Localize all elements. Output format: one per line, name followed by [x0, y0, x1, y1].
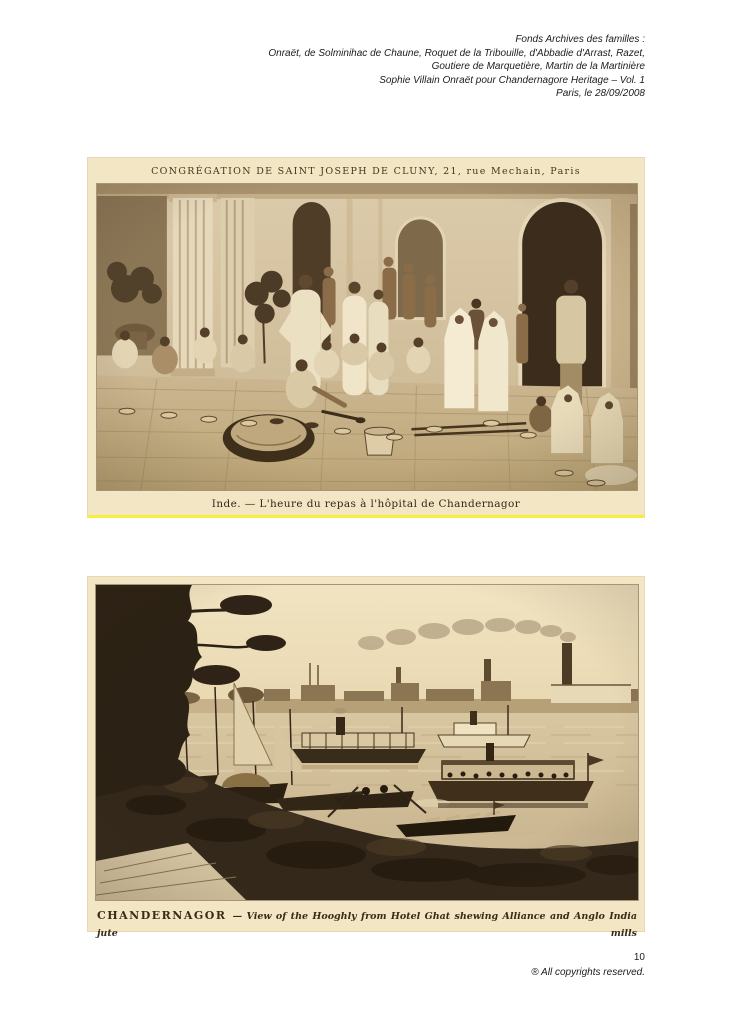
postcard-hooghly-caption	[97, 907, 637, 941]
archive-header-line: Fonds Archives des familles :	[515, 34, 645, 45]
archive-header	[268, 33, 645, 101]
archive-header-line: Goutiere de Marquetière, Martin de la Martinière	[431, 61, 645, 73]
postcard-hopital-title: CONGRÉGATION DE SAINT JOSEPH DE CLUNY, 21, rue Mechain, Paris	[151, 166, 581, 177]
postcard-hooghly-photo	[96, 585, 638, 900]
page-number: 10	[633, 952, 645, 963]
hooghly-river-scene	[96, 585, 638, 900]
postcard-hopital-caption: Inde. — L'heure du repas à l'hôpital de Chandernagor	[211, 498, 521, 510]
archive-header-line: Onraët, de Solminihac de Chaune, Roquet de la Tribouille, d'Abbadie d'Arrast, Razet,	[268, 47, 645, 59]
postcard-hooghly	[87, 576, 645, 939]
postcard-hopital	[87, 157, 645, 518]
postcard-hooghly-caption-title: CHANDERNAGOR	[97, 909, 227, 922]
archive-header-line: Paris, le 28/09/2008	[556, 88, 645, 100]
postcard-hooghly-caption-text: — View of the Hooghly from Hotel Ghat shewing Alliance and Anglo India jute mills	[97, 911, 637, 939]
archive-header-line: Sophie Villain Onraët pour Chandernagore Heritage – Vol. 1	[379, 74, 645, 86]
hospital-courtyard-scene	[97, 184, 637, 490]
page-footer	[531, 950, 645, 980]
copyright-notice: ® All copyrights reserved.	[531, 967, 645, 978]
postcard-hopital-photo	[97, 184, 637, 490]
